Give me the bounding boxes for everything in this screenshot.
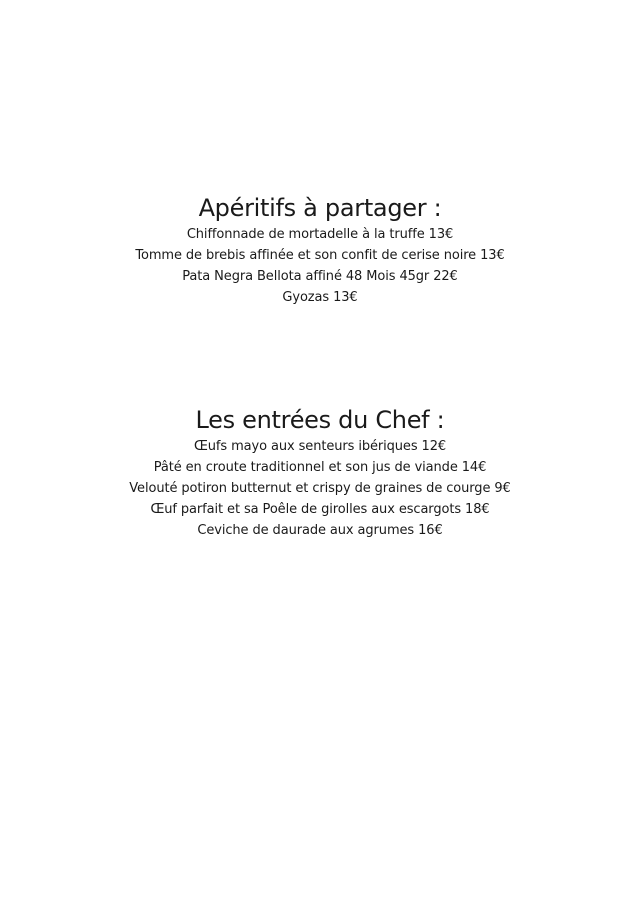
entrees-section xyxy=(0,404,640,541)
entrees-list xyxy=(0,436,640,541)
section-title-entrees: Les entrées du Chef : xyxy=(195,406,445,434)
menu-item: Œuf parfait et sa Poêle de girolles aux escargots 18€ xyxy=(150,502,490,517)
aperitifs-list xyxy=(0,224,640,308)
menu-item: Velouté potiron butternut et crispy de graines de courge 9€ xyxy=(129,481,511,496)
menu-item: Ceviche de daurade aux agrumes 16€ xyxy=(197,523,443,538)
section-title-aperitifs: Apéritifs à partager : xyxy=(198,194,442,222)
menu-item: Chiffonnade de mortadelle à la truffe 13€ xyxy=(186,227,454,242)
menu-item: Tomme de brebis affinée et son confit de cerise noire 13€ xyxy=(135,248,505,263)
menu-item: Gyozas 13€ xyxy=(282,290,358,305)
menu-item: Œufs mayo aux senteurs ibériques 12€ xyxy=(193,439,447,454)
menu-item: Pâté en croute traditionnel et son jus de viande 14€ xyxy=(153,460,487,475)
menu-item: Pata Negra Bellota affiné 48 Mois 45gr 22€ xyxy=(182,269,458,284)
aperitifs-section xyxy=(0,192,640,308)
